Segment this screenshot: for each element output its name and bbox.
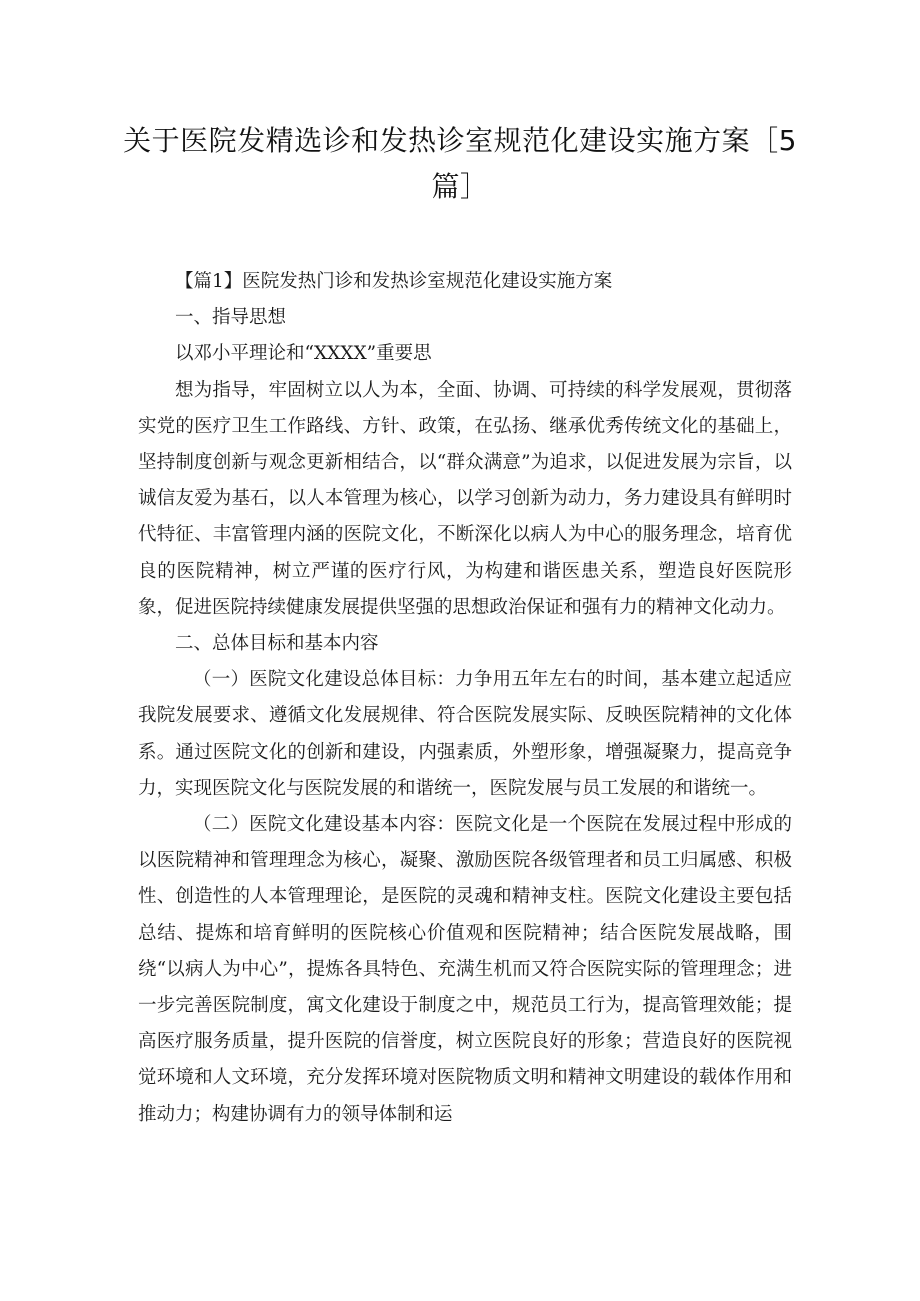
paragraph: （一）医院文化建设总体目标：力争用五年左右的时间，基本建立起适应我院发展要求、遵循文化发展规律、符合医院发展实际、反映医院精神的文化体系。通过医院文化的创新和建设，内强素质，外塑形象，增强凝聚力，提高竞争力，实现医院文化与医院发展的和谐统一，医院发展与员工发展的和谐统一。 <box>138 669 792 799</box>
section-heading: 【篇1】医院发热门诊和发热诊室规范化建设实施方案 <box>175 271 613 292</box>
document-title: 关于医院发精选诊和发热诊室规范化建设实施方案［5篇］ <box>123 124 797 203</box>
paragraph: 想为指导，牢固树立以人为本，全面、协调、可持续的科学发展观，贯彻落实党的医疗卫生工作路线、方针、政策，在弘扬、继承优秀传统文化的基础上，坚持制度创新与观念更新相结合，以“群众满意”为追求，以促进发展为宗旨，以诚信友爱为基石，以人本管理为核心，以学习创新为动力，务力建设具有鲜明时代特征、丰富管理内涵的医院文化，不断深化以病人为中心的服务理念，培育优良的医院精神，树立严谨的医疗行风，为构建和谐医患关系，塑造良好医院形象，促进医院持续健康发展提供坚强的思想政治保证和强有力的精神文化动力。 <box>138 379 792 618</box>
subheading: 一、指导思想 <box>175 307 287 329</box>
document-body <box>138 264 792 1133</box>
paragraph: 以邓小平理论和“XXXX”重要思 <box>175 343 432 365</box>
subheading: 二、总体目标和基本内容 <box>175 633 379 655</box>
paragraph: （二）医院文化建设基本内容：医院文化是一个医院在发展过程中形成的以医院精神和管理理念为核心，凝聚、激励医院各级管理者和员工归属感、积极性、创造性的人本管理理论，是医院的灵魂和精神支柱。医院文化建设主要包括总结、提炼和培育鲜明的医院核心价值观和医院精神；结合医院发展战略，围绕“以病人为中心”，提炼各具特色、充满生机而又符合医院实际的管理理念；进一步完善医院制度，寓文化建设于制度之中，规范员工行为，提高管理效能；提高医疗服务质量，提升医院的信誉度，树立医院良好的形象；营造良好的医院视觉环境和人文环境，充分发挥环境对医院物质文明和精神文明建设的载体作用和推动力；构建协调有力的领导体制和运 <box>138 814 792 1125</box>
